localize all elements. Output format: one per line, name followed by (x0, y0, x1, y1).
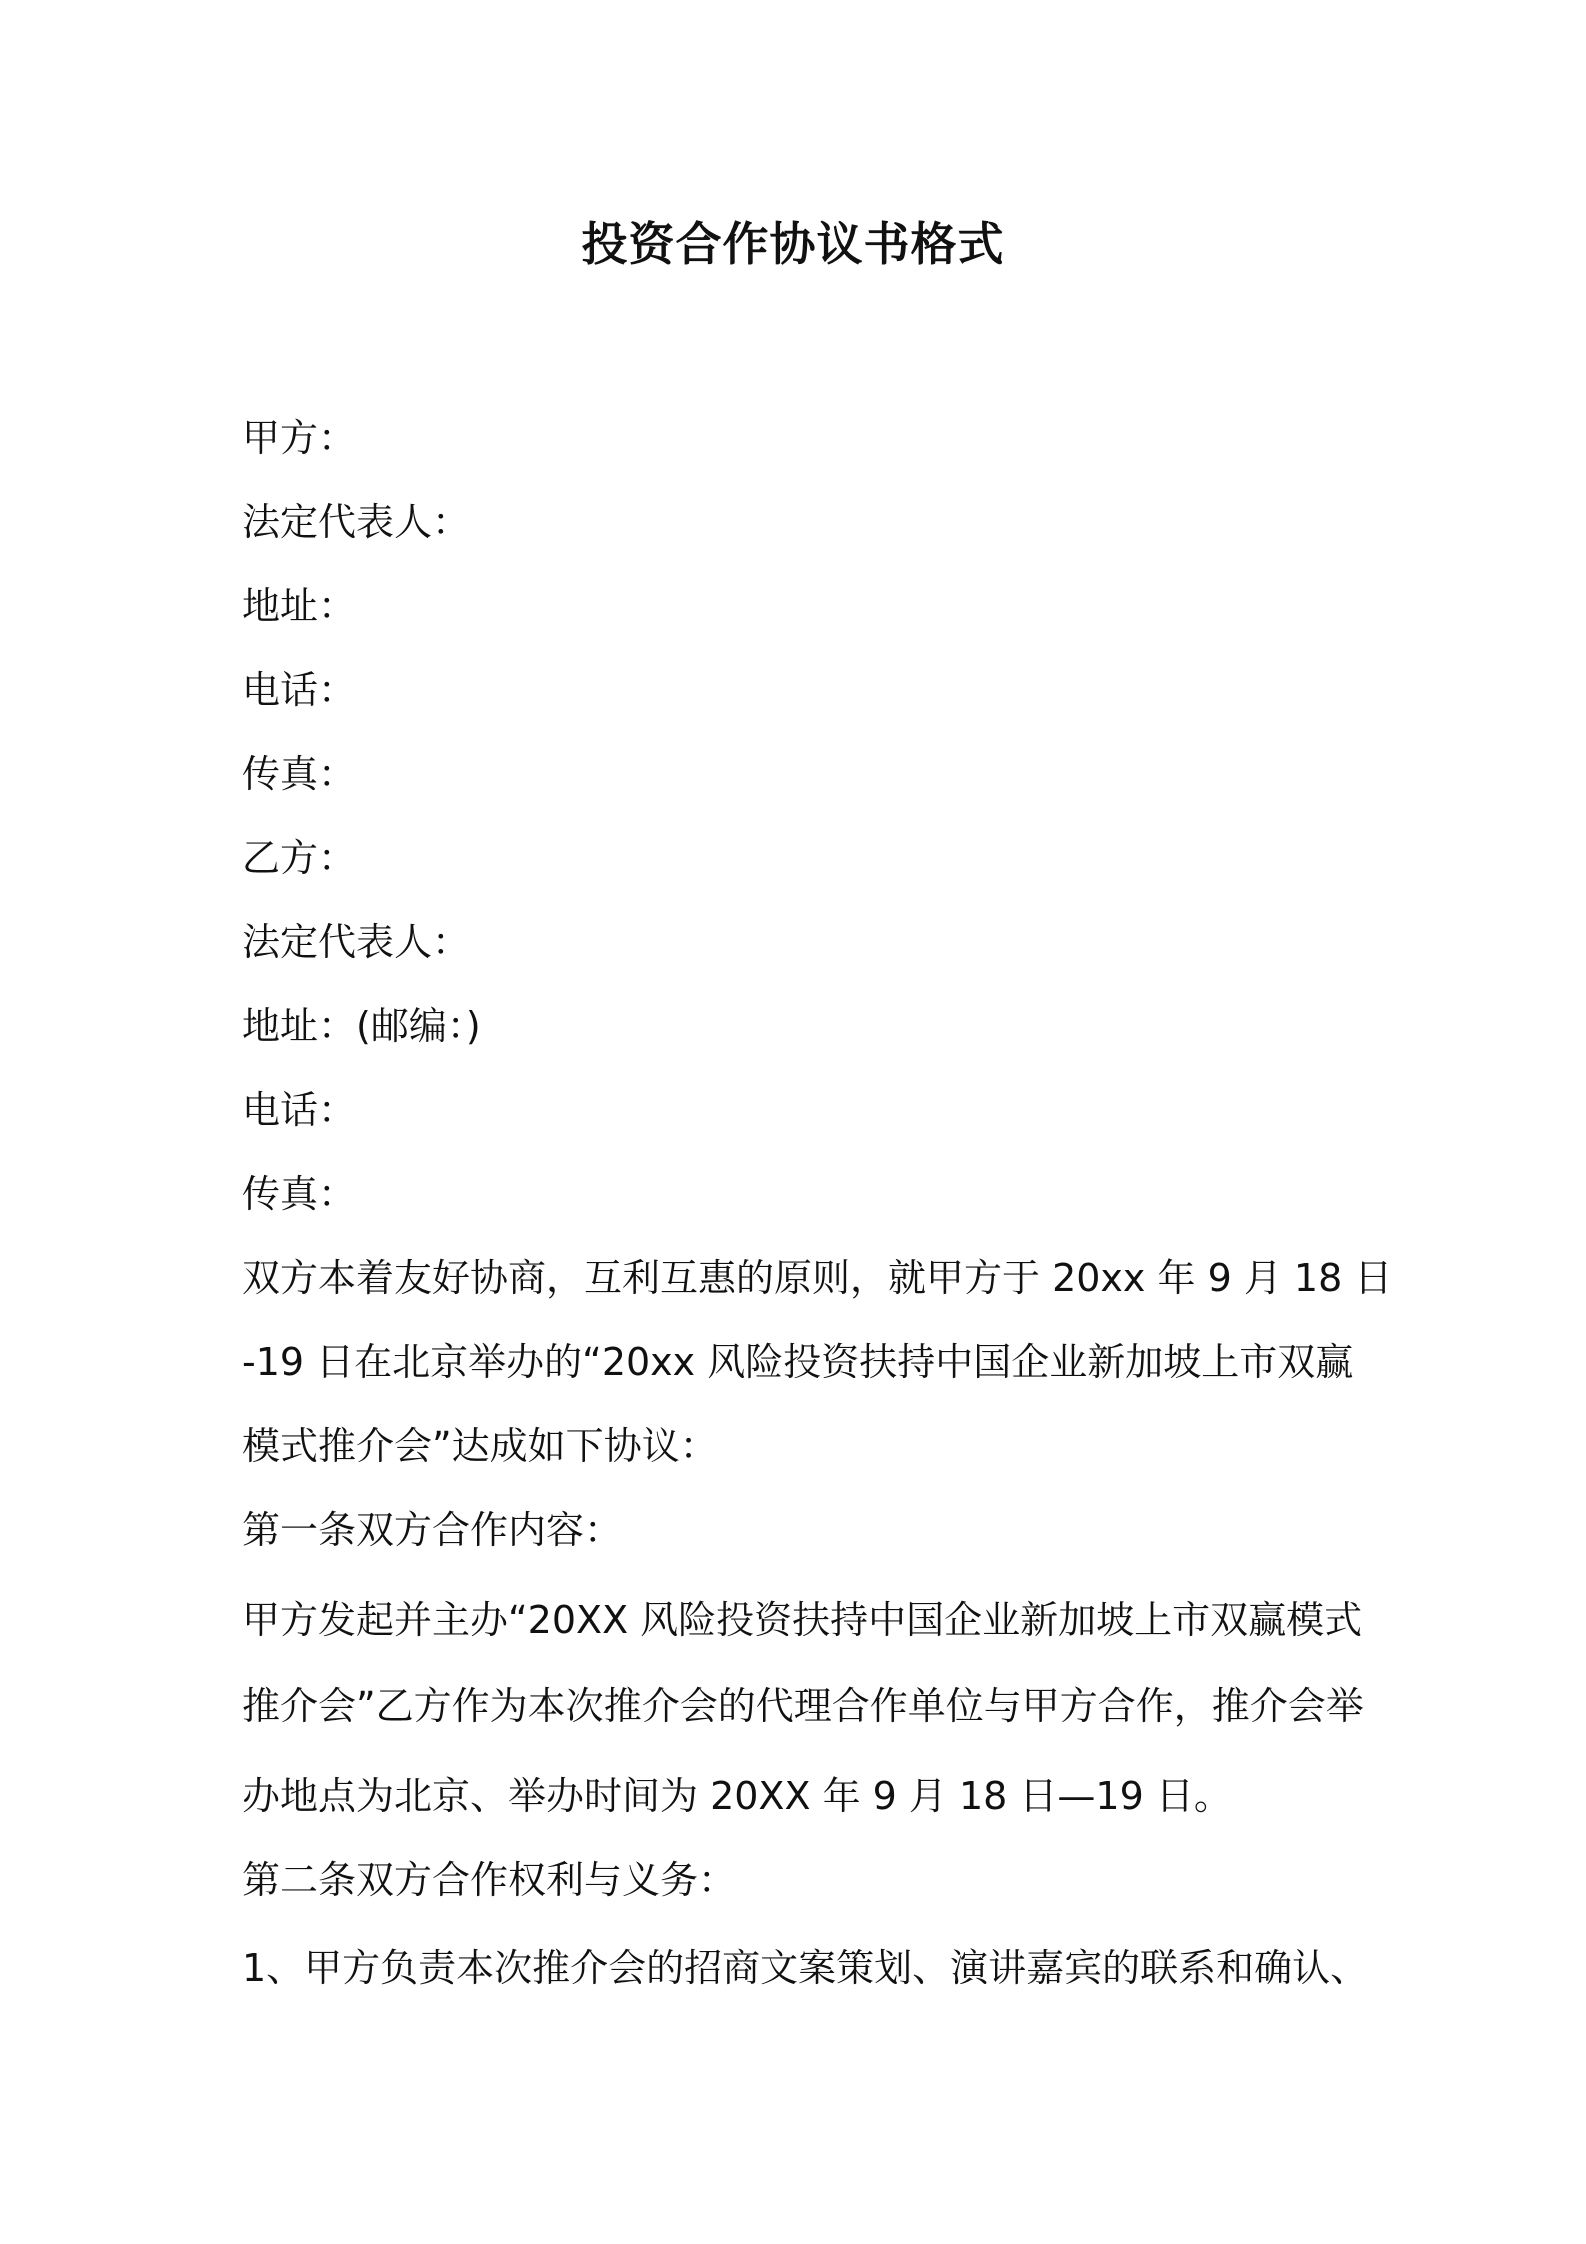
party-a-fax: 传真： (242, 752, 357, 796)
party-b-label: 乙方： (242, 836, 357, 880)
preamble-line-3: 模式推介会”达成如下协议： (242, 1424, 718, 1468)
party-a-address: 地址： (242, 584, 357, 628)
article-1-body-line-2: 推介会”乙方作为本次推介会的代理合作单位与甲方合作，推介会举 (242, 1684, 1364, 1728)
preamble-line-2: -19 日在北京举办的“20xx 风险投资扶持中国企业新加坡上市双赢 (242, 1340, 1354, 1384)
article-2-body-line-1: 1、甲方负责本次推介会的招商文案策划、演讲嘉宾的联系和确认、 (242, 1946, 1369, 1990)
party-a-label: 甲方： (242, 416, 357, 460)
party-a-phone: 电话： (242, 668, 357, 712)
document-title: 投资合作协议书格式 (581, 217, 1005, 271)
preamble-line-1: 双方本着友好协商，互利互惠的原则，就甲方于 20xx 年 9 月 18 日 (242, 1256, 1393, 1300)
party-b-fax: 传真： (242, 1172, 357, 1216)
party-a-representative: 法定代表人： (242, 500, 471, 544)
article-1-body-line-1: 甲方发起并主办“20XX 风险投资扶持中国企业新加坡上市双赢模式 (242, 1598, 1363, 1642)
party-b-phone: 电话： (242, 1088, 357, 1132)
article-1-heading: 第一条双方合作内容： (242, 1508, 623, 1552)
article-1-body-line-3: 办地点为北京、举办时间为 20XX 年 9 月 18 日—19 日。 (242, 1774, 1232, 1818)
party-b-address: 地址：(邮编：) (242, 1004, 481, 1048)
party-b-representative: 法定代表人： (242, 920, 471, 964)
article-2-heading: 第二条双方合作权利与义务： (242, 1858, 737, 1902)
